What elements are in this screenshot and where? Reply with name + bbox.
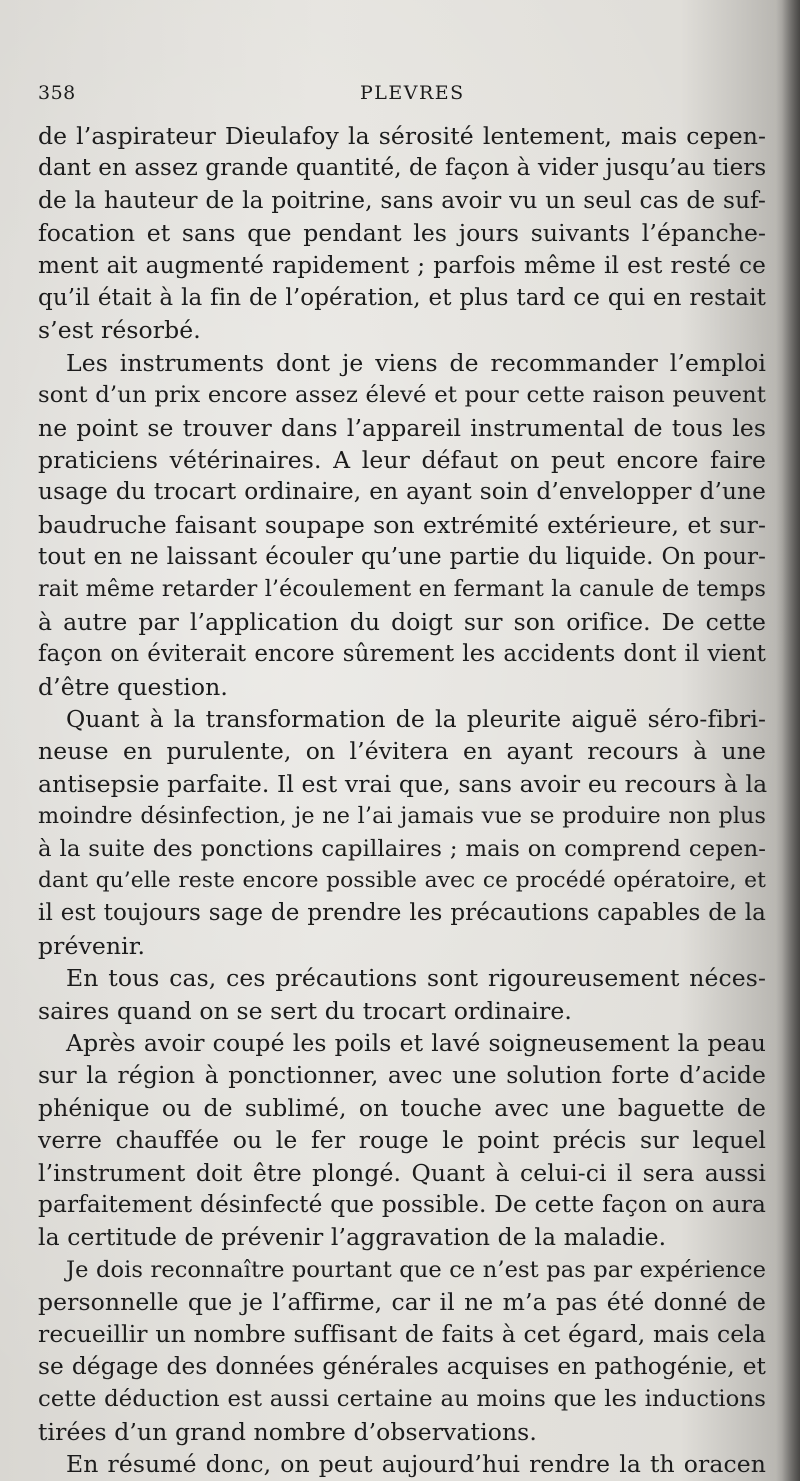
- text-line: ment ait augmenté rapidement ; parfois même il est resté ce: [38, 251, 766, 279]
- text-line: sont d’un prix encore assez élevé et pour cette raison peuvent: [38, 382, 766, 409]
- text-line: Après avoir coupé les poils et lavé soigneusement la peau: [66, 1028, 766, 1057]
- text-line: prévenir.: [38, 931, 146, 960]
- text-line: verre chauffée ou le fer rouge le point précis sur lequel: [38, 1126, 766, 1155]
- text-line: dant en assez grande quantité, de façon à vider jusqu’au tiers: [38, 155, 767, 182]
- text-line: moindre désinfection, je ne l’ai jamais vue se produire non plus: [38, 803, 766, 830]
- page-edge-shadow: [782, 0, 800, 1481]
- text-line: sur la région à ponctionner, avec une solution forte d’acide: [38, 1061, 766, 1090]
- page-header: [38, 82, 768, 112]
- text-line: parfaitement désinfecté que possible. De cette façon on aura: [38, 1190, 766, 1218]
- text-line: dant qu’elle reste encore possible avec ce procédé opératoire, et: [38, 867, 766, 893]
- text-line: saires quand on se sert du trocart ordinaire.: [38, 996, 572, 1025]
- text-line: tirées d’un grand nombre d’observations.: [38, 1417, 537, 1446]
- text-line: s’est résorbé.: [38, 316, 201, 345]
- text-line: se dégage des données générales acquises en pathogénie, et: [38, 1352, 766, 1380]
- text-line: neuse en purulente, on l’évitera en ayant recours à une: [38, 737, 766, 766]
- text-line: à autre par l’application du doigt sur son orifice. De cette: [38, 607, 766, 636]
- text-line: à la suite des ponctions capillaires ; mais on comprend cepen-: [38, 835, 766, 862]
- text-line: Je dois reconnaître pourtant que ce n’est pas par expérience: [66, 1256, 766, 1283]
- text-line: cette déduction est aussi certaine au moins que les inductions: [38, 1386, 766, 1413]
- page-number: 358: [38, 82, 76, 104]
- text-line: la certitude de prévenir l’aggravation de la maladie.: [38, 1223, 667, 1252]
- text-line: ne point se trouver dans l’appareil instrumental de tous les: [38, 413, 766, 442]
- text-line: il est toujours sage de prendre les précautions capables de la: [38, 900, 766, 927]
- text-line: façon on éviterait encore sûrement les accidents dont il vient: [38, 641, 766, 668]
- running-head: PLEVRES: [360, 82, 465, 104]
- text-line: de l’aspirateur Dieulafoy la sérosité lentement, mais cepen-: [38, 122, 766, 150]
- text-line: qu’il était à la fin de l’opération, et plus tard ce qui en restait: [38, 284, 766, 311]
- text-line: tout en ne laissant écouler qu’une partie du liquide. On pour-: [38, 544, 766, 571]
- text-line: En tous cas, ces précautions sont rigoureusement néces-: [66, 964, 766, 993]
- text-line: Quant à la transformation de la pleurite aiguë séro-fibri-: [66, 705, 766, 734]
- text-line: En résumé donc, on peut aujourd’hui rendre la th oracen: [66, 1450, 766, 1479]
- text-line: antisepsie parfaite. Il est vrai que, sans avoir eu recours à la: [38, 769, 768, 798]
- text-line: rait même retarder l’écoulement en fermant la canule de temps: [38, 576, 766, 603]
- body-text: [38, 120, 766, 1480]
- text-line: focation et sans que pendant les jours suivants l’épanche-: [38, 219, 766, 248]
- text-line: recueillir un nombre suffisant de faits à cet égard, mais cela: [38, 1320, 766, 1349]
- text-line: personnelle que je l’affirme, car il ne m’a pas été donné de: [38, 1288, 766, 1317]
- text-line: d’être question.: [38, 672, 228, 701]
- text-line: l’instrument doit être plongé. Quant à celui-ci il sera aussi: [38, 1158, 766, 1187]
- text-line: de la hauteur de la poitrine, sans avoir vu un seul cas de suf-: [38, 186, 766, 214]
- text-line: phénique ou de sublimé, on touche avec une baguette de: [38, 1093, 766, 1122]
- text-line: usage du trocart ordinaire, en ayant soin d’envelopper d’une: [38, 478, 766, 506]
- text-line: Les instruments dont je viens de recommander l’emploi: [66, 348, 766, 377]
- text-line: baudruche faisant soupape son extrémité extérieure, et sur-: [38, 510, 766, 539]
- text-line: praticiens vétérinaires. A leur défaut on peut encore faire: [38, 445, 766, 474]
